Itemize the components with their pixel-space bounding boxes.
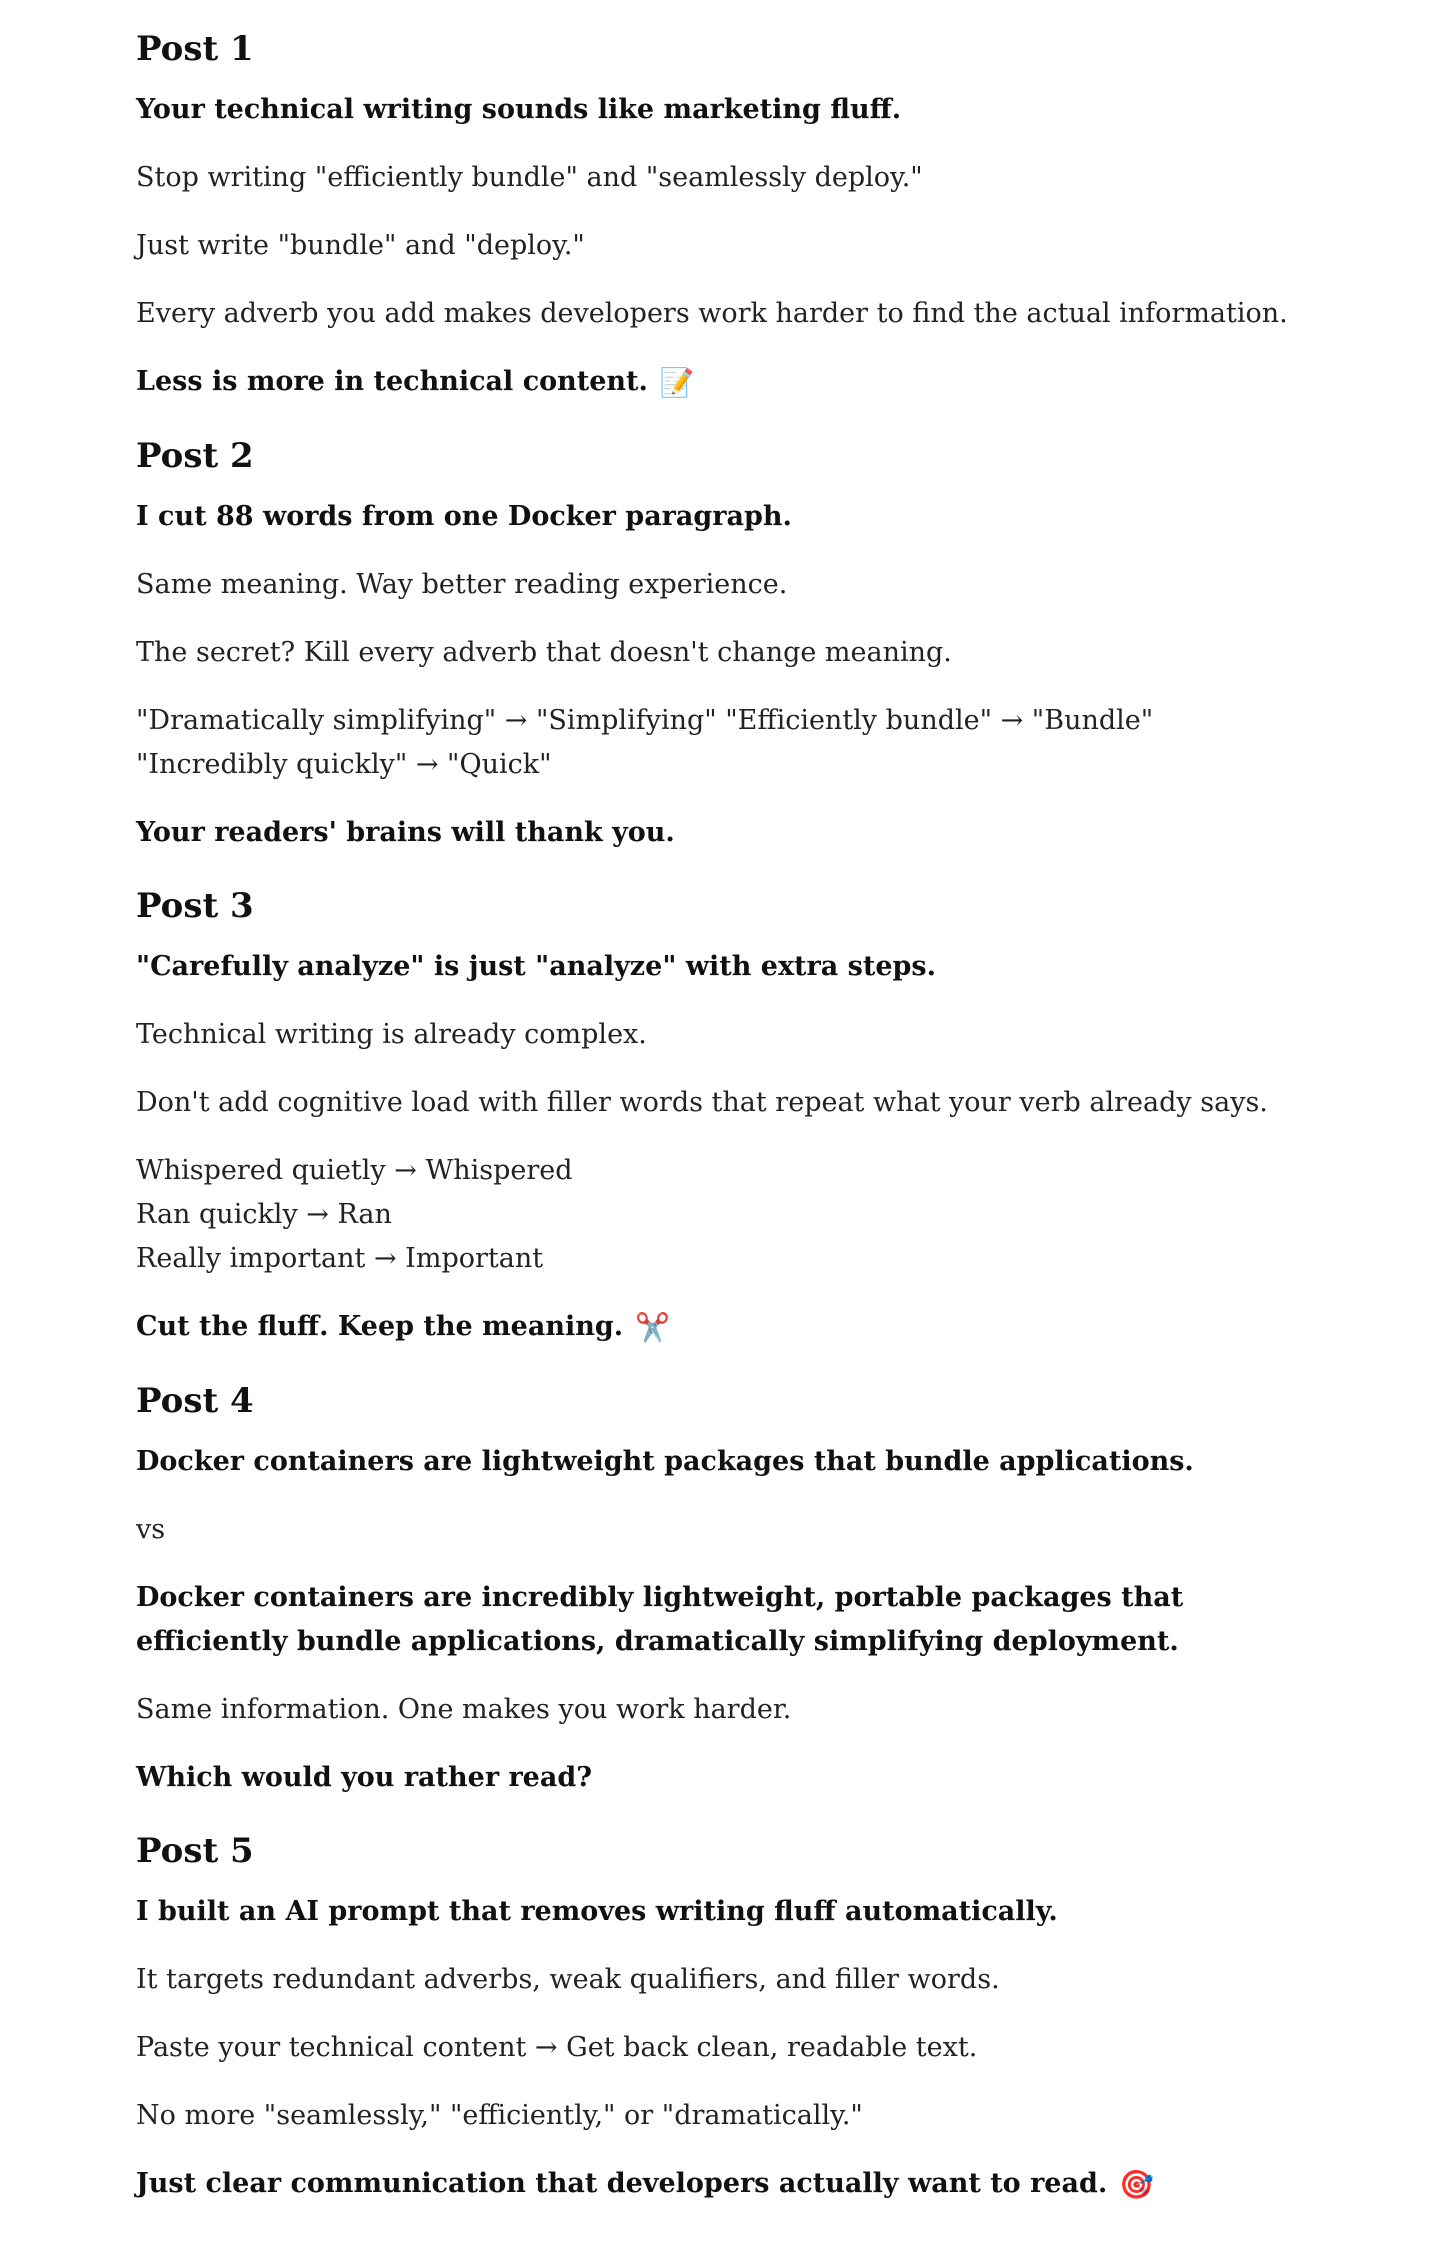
paragraph-text: vs [136,1514,166,1545]
paragraph-text: Less is more in technical content. [136,366,648,397]
target-icon: 🎯 [1119,2168,1155,2201]
paragraph-text: Just write "bundle" and "deploy." [136,230,585,261]
paragraph-text: No more "seamlessly," "efficiently," or "dramatically." [136,2100,863,2131]
bold-paragraph [136,360,1336,405]
paragraph-text: Don't add cognitive load with filler words that repeat what your verb already says. [136,1087,1268,1118]
paragraph [136,224,1336,268]
bold-paragraph [136,811,1336,855]
scissors-icon: ✂️ [635,1311,670,1344]
memo-icon: 📝 [659,366,695,399]
paragraph-text: Your readers' brains will thank you. [136,817,675,848]
paragraph-text: Which would you rather read? [136,1762,593,1793]
post-title: Post 1 [136,29,254,69]
paragraph-text: Whispered quietly → Whispered Ran quickly → Ran Really important → Important [136,1155,573,1274]
post-section [136,1824,1336,2207]
paragraph-text: Docker containers are lightweight packages that bundle applications. [136,1446,1194,1477]
bold-paragraph [136,88,1336,132]
paragraph [136,1958,1336,2002]
paragraph-text: Same information. One makes you work harder. [136,1694,792,1725]
paragraph [136,563,1336,607]
paragraph [136,1508,1336,1552]
bold-paragraph [136,1576,1336,1664]
paragraph [136,699,1336,787]
paragraph [136,156,1336,200]
paragraph-text: "Carefully analyze" is just "analyze" with extra steps. [136,951,936,982]
paragraph-text: Cut the fluff. Keep the meaning. [136,1311,624,1342]
bold-paragraph [136,1890,1336,1934]
paragraph [136,2094,1336,2138]
paragraph [136,292,1336,336]
post-section [136,429,1336,855]
paragraph-text: Docker containers are incredibly lightweight, portable packages that efficiently bundle applications, dramatically simplifying deployment. [136,1582,1184,1657]
paragraph-text: Your technical writing sounds like marketing fluff. [136,94,902,125]
paragraph-text: Same meaning. Way better reading experience. [136,569,788,600]
bold-paragraph [136,495,1336,539]
paragraph [136,2026,1336,2070]
paragraph [136,1013,1336,1057]
paragraph-text: Technical writing is already complex. [136,1019,647,1050]
bold-paragraph [136,1756,1336,1800]
bold-paragraph [136,945,1336,989]
paragraph [136,1149,1336,1281]
post-title: Post 3 [136,886,254,926]
paragraph-text: Stop writing "efficiently bundle" and "seamlessly deploy." [136,162,923,193]
post-title: Post 5 [136,1831,254,1871]
bold-paragraph [136,1305,1336,1350]
bold-paragraph [136,1440,1336,1484]
paragraph-text: "Dramatically simplifying" → "Simplifying" "Efficiently bundle" → "Bundle" "Incredibly quickly" → "Quick" [136,705,1154,780]
post-title: Post 2 [136,436,254,476]
post-section [136,22,1336,405]
paragraph-text: Just clear communication that developers actually want to read. [136,2168,1108,2199]
paragraph-text: Every adverb you add makes developers work harder to find the actual information. [136,298,1288,329]
paragraph [136,1081,1336,1125]
post-title: Post 4 [136,1381,254,1421]
paragraph-text: Paste your technical content → Get back clean, readable text. [136,2032,978,2063]
paragraph [136,631,1336,675]
post-section [136,1374,1336,1800]
paragraph-text: It targets redundant adverbs, weak qualifiers, and filler words. [136,1964,1000,1995]
paragraph-text: I built an AI prompt that removes writing fluff automatically. [136,1896,1058,1927]
paragraph-text: The secret? Kill every adverb that doesn't change meaning. [136,637,952,668]
paragraph [136,1688,1336,1732]
bold-paragraph [136,2162,1336,2207]
paragraph-text: I cut 88 words from one Docker paragraph. [136,501,792,532]
post-section [136,879,1336,1350]
